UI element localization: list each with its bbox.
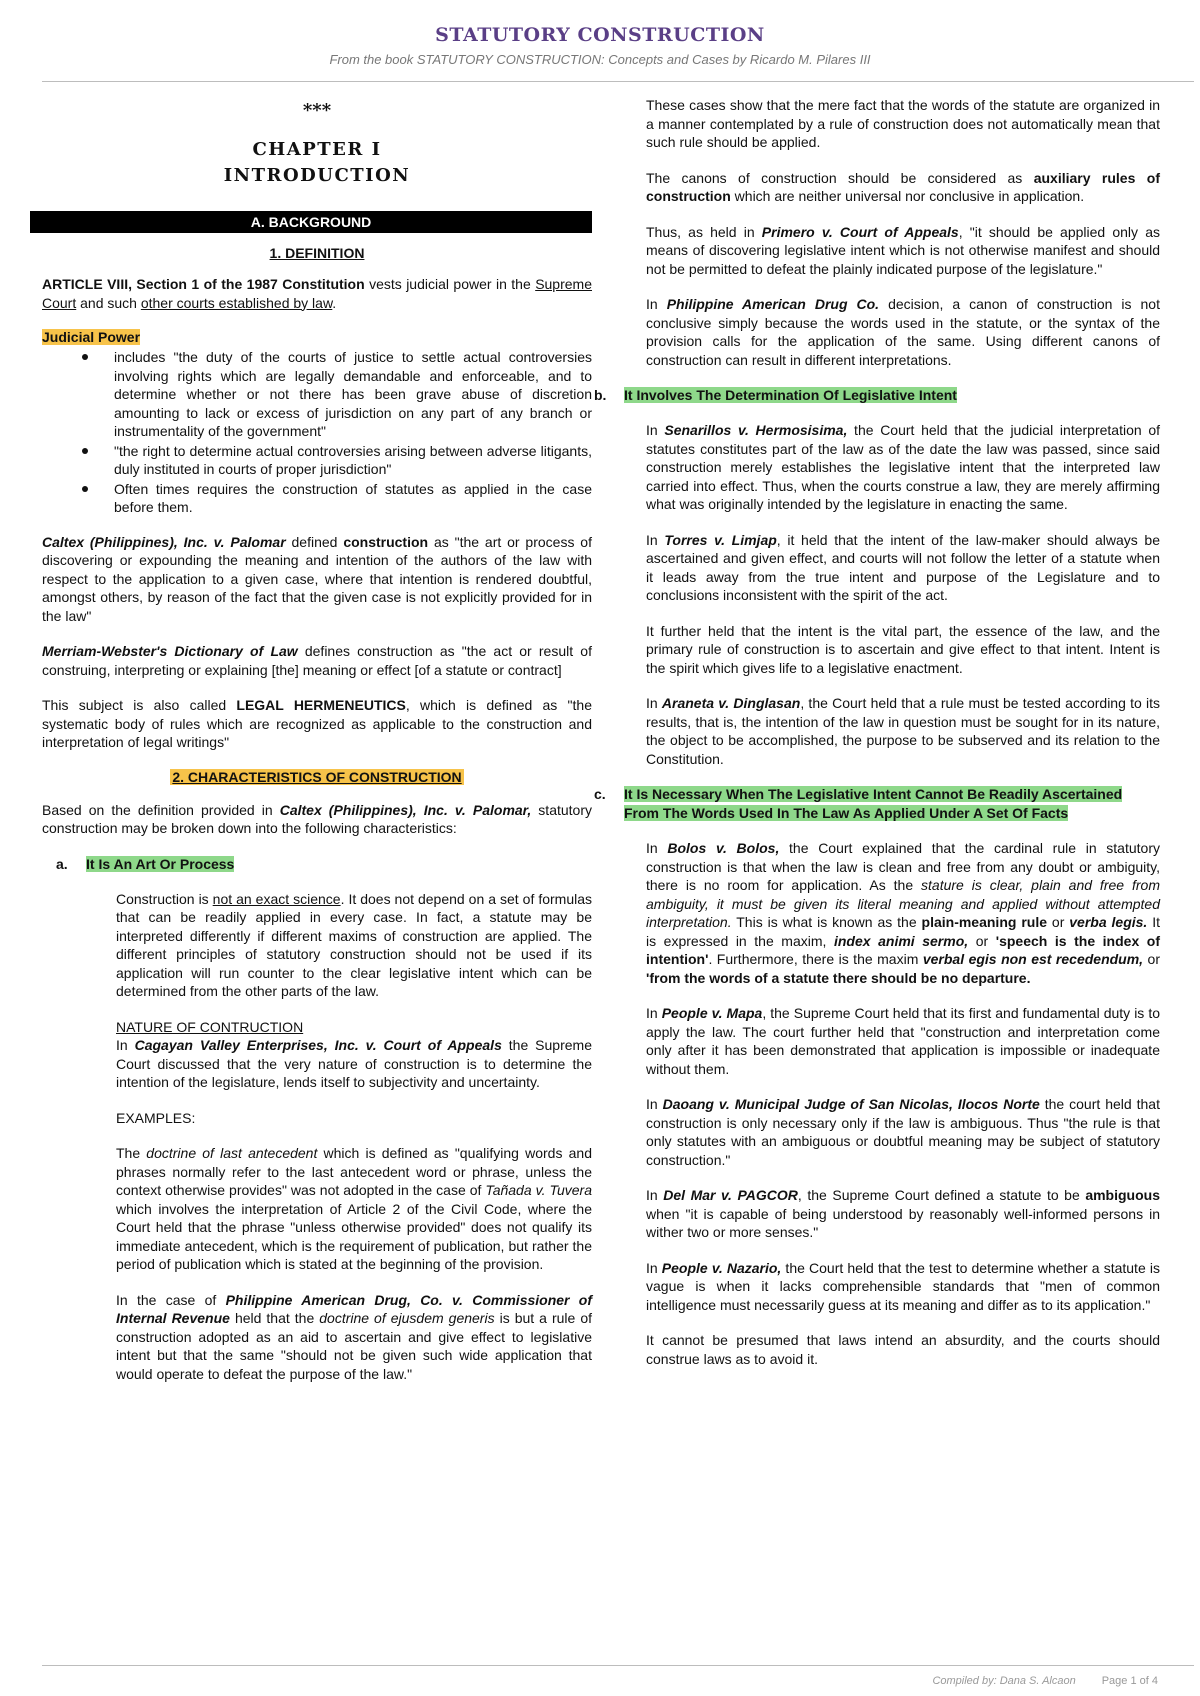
nature-paragraph: NATURE OF CONTRUCTION In Cagayan Valley Enterprises, Inc. v. Court of Appeals the Supreme Court discussed that the very nature of construction is to determine the intention of the legislature, lends itself to subjectivity and uncertainty. (116, 1018, 592, 1090)
torres-paragraph: In Torres v. Limjap, it held that the intent of the law-maker should always be ascertained and given effect, and courts will not follow the letter of a statute when it leads away from the true intent and purpose of the Legislature and to conclusions inconsistent with the spirit of the act. (646, 531, 1160, 603)
subheading-definition: 1. DEFINITION (269, 245, 365, 261)
subheading-characteristics: 2. CHARACTERISTICS OF CONSTRUCTION (172, 768, 462, 785)
chapter-number: CHAPTER I (252, 139, 382, 160)
canons-paragraph: The canons of construction should be considered as auxiliary rules of construction which are neither universal nor conclusive in application. (646, 169, 1160, 204)
right-body-2 (638, 421, 1160, 768)
article-paragraph: ARTICLE VIII, Section 1 of the 1987 Constitution vests judicial power in the Supreme Court and such other courts established by law. (42, 276, 592, 311)
document-title: STATUTORY CONSTRUCTION (435, 24, 765, 46)
page-footer (932, 1675, 1158, 1687)
caltex-paragraph: Caltex (Philippines), Inc. v. Palomar defined construction as "the art or process of discovering or expounding the meaning and intention of the authors of the law with respect to the application to a given case, where that intention is rendered doubtful, amongst others, by reason of the fact that the given case is not explicitly provided for in the law" (42, 533, 592, 624)
header-divider (42, 81, 1194, 82)
based-paragraph: Based on the definition provided in Caltex (Philippines), Inc. v. Palomar, statutory construction may be broken down into the following characteristics: (42, 801, 592, 836)
merriam-paragraph: Merriam-Webster's Dictionary of Law defines construction as "the act or result of construing, interpreting or explaining [the] meaning or effect [of a statute or contract] (42, 643, 592, 678)
hermeneutics-paragraph: This subject is also called LEGAL HERMENEUTICS, which is defined as "the systematic body of rules which are recognized as applicable to the construction and interpretation of legal writings" (42, 697, 592, 750)
left-column (42, 96, 592, 1400)
section-heading-background: A. BACKGROUND (30, 211, 592, 233)
primero-paragraph: Thus, as held in Primero v. Court of Appeals, "it should be applied only as means of discovering legislative intent which is not otherwise manifest and should not be permitted to defeat the plainly indicated purpose of the legislature." (646, 223, 1160, 277)
ejusdem-paragraph: In the case of Philippine American Drug, Co. v. Commissioner of Internal Revenue held that the doctrine of ejusdem generis is but a rule of construction adopted as an aid to ascertain and give effect to legislative intent but that the same "should not be given such wide application that would operate to defeat the purpose of the law." (116, 1291, 592, 1382)
senarillos-paragraph: In Senarillos v. Hermosisima, the Court held that the judicial interpretation of statutes constitutes part of the law as of the date the law was passed, since said construction merely establishes the legislative intent that the interpreted law carried into effect. Thus, when the courts construe a law, they are merely affirming what was originally intended by the legislature in enacting the same. (646, 422, 1160, 512)
cases-show-paragraph: These cases show that the mere fact that the words of the statute are organized in a manner contemplated by a rule of construction does not automatically mean that such rule should be applied. (646, 97, 1160, 150)
nazario-paragraph: In People v. Nazario, the Court held that the test to determine whether a statute is vague is when it lacks comprehensible standards that "men of common intelligence must necessarily guess at its meaning and differ as to its application." (646, 1259, 1160, 1313)
footer-divider (42, 1665, 1194, 1666)
characteristic-c-heading: c. It Is Necessary When The Legislative Intent Cannot Be Readily Ascertained From The Words Used In The Law As Applied Under A Set Of Facts (594, 786, 1123, 821)
pad-paragraph: In Philippine American Drug Co. decision, a canon of construction is not conclusive simply because the words used in the statute, or the syntax of the provision calls for the application of the same. Using different canons of construction can result in different interpretations. (646, 296, 1160, 368)
asterism: *** (302, 100, 332, 121)
list-item: includes "the duty of the courts of justice to settle actual controversies involving rights which are legally demandable and enforceable, and to determine whether or not there has been grave abuse of discretion amounting to lack or excess of jurisdiction on any part of any branch or instrumentality of the government" (114, 349, 592, 439)
chapter-heading (42, 137, 592, 189)
daoang-paragraph: In Daoang v. Municipal Judge of San Nicolas, Ilocos Norte the court held that construction is only necessary only if the law is ambiguous. Thus "the rule is that only statutes with an ambiguous or doubtful meaning may be subject of statutory construction." (646, 1096, 1160, 1168)
characteristic-b-heading: b. It Involves The Determination Of Legislative Intent (594, 387, 957, 403)
chapter-title: INTRODUCTION (223, 165, 411, 186)
compiler-credit: Compiled by: Dana S. Alcaon (932, 1675, 1076, 1687)
right-body-1 (638, 96, 1160, 369)
list-item: "the right to determine actual controversies arising between adverse litigants, duly instituted in courts of proper jurisdiction" (114, 442, 592, 477)
absurdity-paragraph: It cannot be presumed that laws intend an absurdity, and the courts should construe laws as to avoid it. (646, 1332, 1160, 1367)
art-paragraph: Construction is not an exact science. It does not depend on a set of formulas that can be readily applied in every case. In fact, a statute may be interpreted differently if different maxims of construction are applied. The different principles of statutory construction should not be used if its application will run counter to the clear legislative intent which can be determined from the other parts of the law. (116, 890, 592, 999)
examples-label: EXAMPLES: (116, 1109, 196, 1126)
characteristic-a-body (42, 890, 592, 1384)
list-item: Often times requires the construction of statutes as applied in the case before them. (114, 480, 592, 515)
judicial-power-list (42, 348, 592, 517)
delmar-paragraph: In Del Mar v. PAGCOR, the Supreme Court defined a statute to be ambiguous when "it is capable of being understood by reasonably well-informed persons in wither two or more senses." (646, 1187, 1160, 1240)
mapa-paragraph: In People v. Mapa, the Supreme Court held that its first and fundamental duty is to apply the law. The court further held that "construction and interpretation come only after it has been demonstrated that application is impossible or inadequate without them. (646, 1005, 1160, 1077)
page-number: Page 1 of 4 (1101, 1675, 1158, 1687)
araneta-paragraph: In Araneta v. Dinglasan, the Court held that a rule must be tested according to its results, that is, the intention of the law in question must be sought for in its nature, the object to be accomplished, the purpose to be subserved and its relation to the Constitution. (646, 695, 1161, 767)
document-subtitle: From the book STATUTORY CONSTRUCTION: Concepts and Cases by Ricardo M. Pilares III (329, 52, 871, 67)
intent-paragraph: It further held that the intent is the vital part, the essence of the law, and the primary rule of construction is to ascertain and give effect to that intent. Intent is the spirit which gives life to a legislative enactment. (646, 622, 1160, 676)
characteristic-a-heading: a. It Is An Art Or Process (56, 855, 235, 872)
judicial-power-label: Judicial Power (42, 329, 141, 345)
bolos-paragraph: In Bolos v. Bolos, the Court explained that the cardinal rule in statutory construction is that when the law is clean and free from any doubt or ambiguity, there is no room for application. As the stature is clear, plain and free from ambiguity, it must be given its literal meaning and applied without attempted interpretation. This is what is known as the plain-meaning rule or verba legis. It is expressed in the maxim, index animi sermo, or 'speech is the index of intention'. Furthermore, there is the maxim verbal egis non est recedendum, or 'from the words of a statute there should be no departure. (646, 840, 1161, 986)
right-column (594, 96, 1161, 1385)
right-body-3 (638, 839, 1160, 1368)
antecedent-paragraph: The doctrine of last antecedent which is defined as "qualifying words and phrases normally refer to the last antecedent word or phrase, unless the context otherwise provides" was not adopted in the case of Tañada v. Tuvera which involves the interpretation of Article 2 of the Civil Code, where the Court held that the phrase "unless otherwise provided" does not qualify its immediate antecedent, which is the requirement of publication, but rather the period of publication which is stated at the beginning of the provision. (116, 1145, 592, 1272)
